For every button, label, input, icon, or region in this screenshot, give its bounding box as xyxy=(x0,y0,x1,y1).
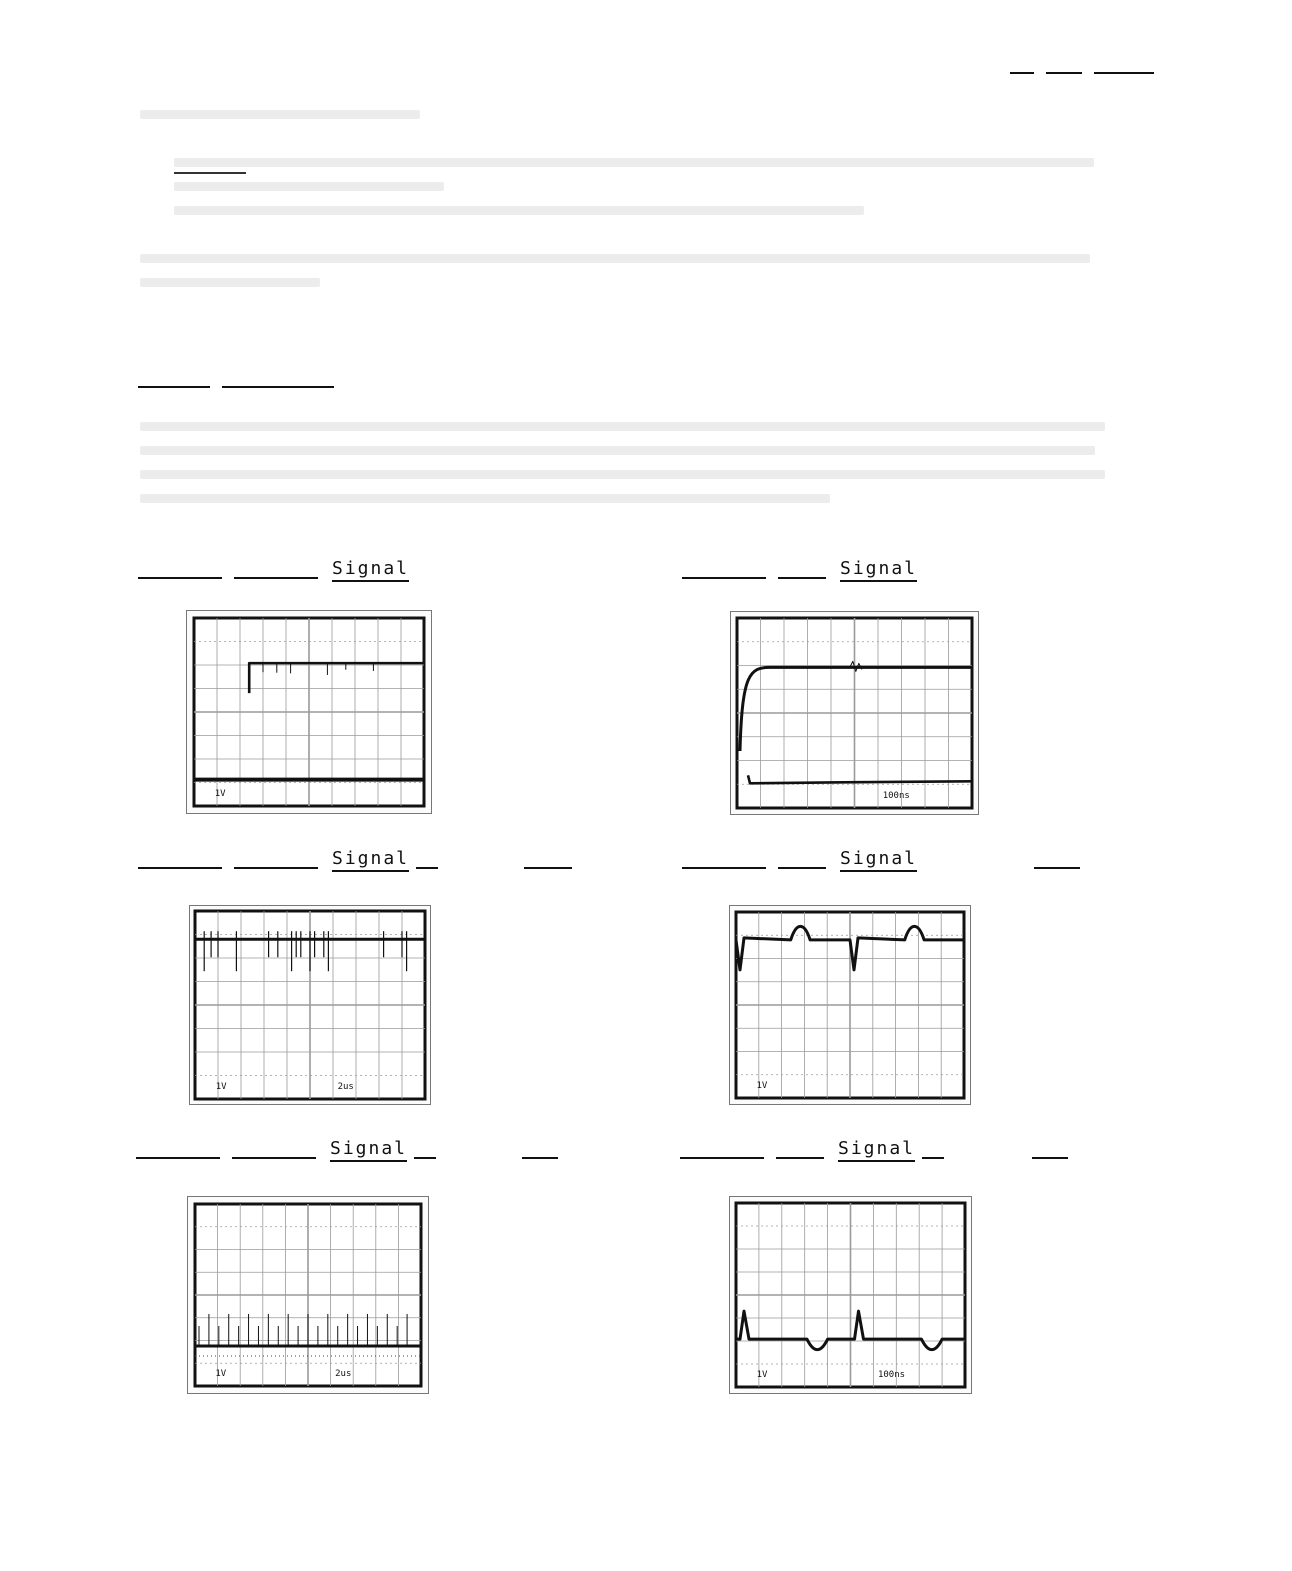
scope-caption-mr xyxy=(682,848,1102,872)
time-per-division-label: 100ns xyxy=(882,791,910,801)
volts-per-division-label: 1V xyxy=(756,1081,768,1091)
faded-text-line xyxy=(140,470,1105,479)
scope-caption-ml xyxy=(138,848,588,872)
signal-label: Signal xyxy=(330,1139,407,1162)
volts-per-division-label: 1V xyxy=(215,1082,227,1092)
time-per-division-label: 2us xyxy=(335,1369,352,1379)
faded-heading xyxy=(140,110,420,119)
oscilloscope-trace-mr xyxy=(729,905,971,1105)
signal-label: Signal xyxy=(838,1139,915,1162)
signal-label: Signal xyxy=(840,559,917,582)
scope-caption-tr xyxy=(682,558,982,582)
page-header-underline-3 xyxy=(1094,72,1154,74)
faded-text-line xyxy=(174,158,1094,167)
volts-per-division-label: 1V xyxy=(756,1370,768,1380)
faded-text-line xyxy=(174,182,444,191)
faded-text-line xyxy=(140,494,830,503)
section-heading-underline xyxy=(138,386,210,388)
oscilloscope-trace-ml xyxy=(189,905,431,1105)
oscilloscope-trace-tl xyxy=(186,610,432,814)
volts-per-division-label: 1V xyxy=(215,1369,227,1379)
volts-per-division-label: 1V xyxy=(214,789,226,799)
signal-label: Signal xyxy=(840,849,917,872)
faded-note-underline xyxy=(174,172,246,174)
time-per-division-label: 2us xyxy=(337,1082,354,1092)
faded-text-line xyxy=(140,446,1095,455)
signal-label: Signal xyxy=(332,849,409,872)
faded-text-line xyxy=(174,206,864,215)
faded-text-line xyxy=(140,254,1090,263)
faded-text-line xyxy=(140,422,1105,431)
section-heading-underline xyxy=(222,386,334,388)
time-per-division-label: 100ns xyxy=(877,1370,906,1380)
page-header-underline-2 xyxy=(1046,72,1082,74)
scope-caption-br xyxy=(680,1138,1100,1162)
scope-caption-bl xyxy=(136,1138,586,1162)
oscilloscope-trace-br xyxy=(729,1196,972,1394)
oscilloscope-trace-bl xyxy=(187,1196,429,1394)
scope-caption-tl xyxy=(138,558,438,582)
page-header-underline-1 xyxy=(1010,72,1034,74)
signal-label: Signal xyxy=(332,559,409,582)
faded-text-line xyxy=(140,278,320,287)
oscilloscope-trace-tr xyxy=(730,611,979,815)
